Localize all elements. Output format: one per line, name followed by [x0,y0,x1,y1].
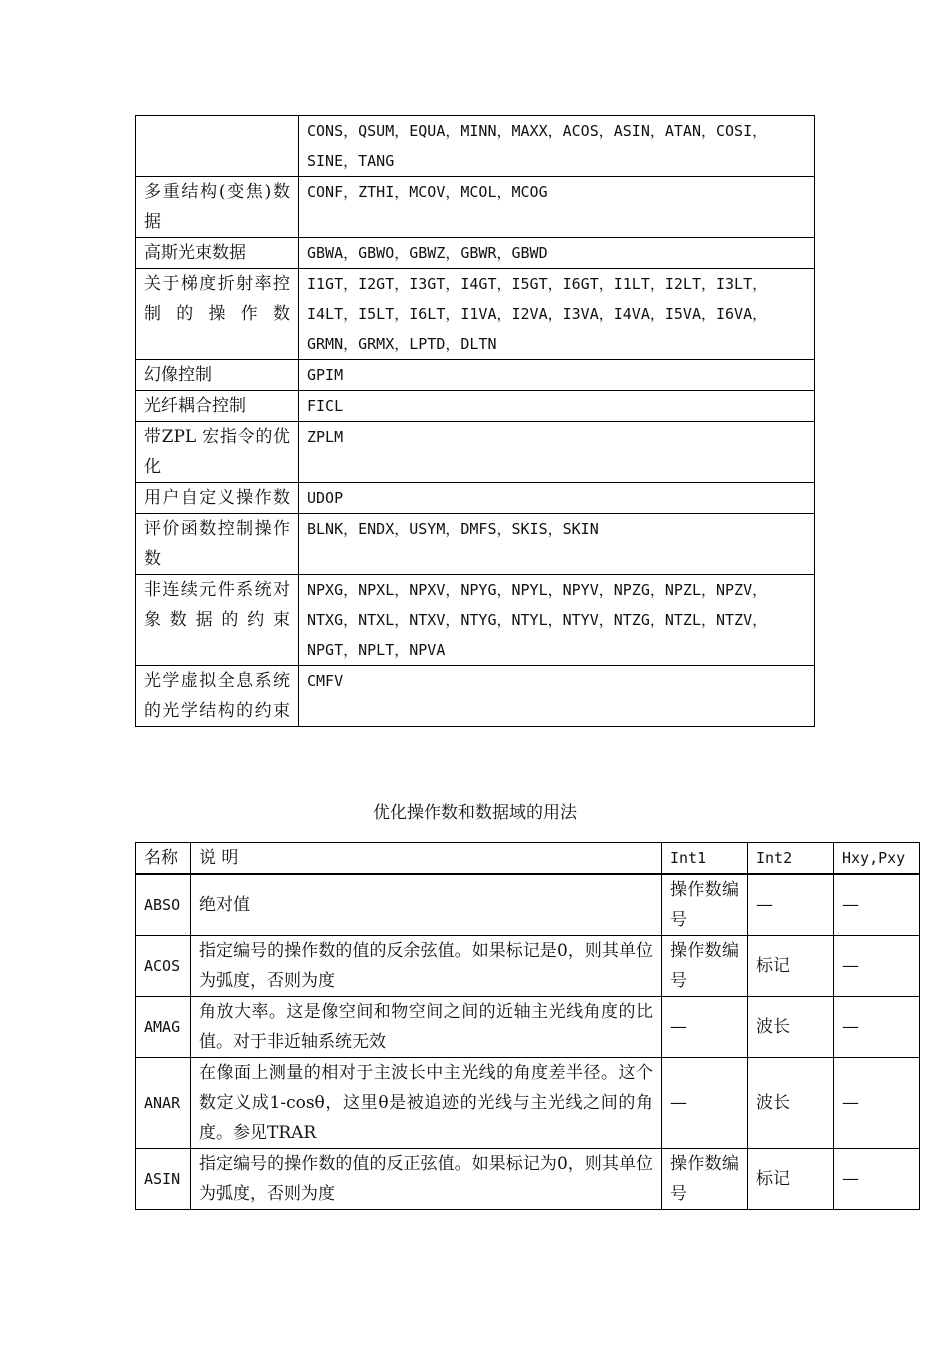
operands-cell: CONS，QSUM，EQUA，MINN，MAXX，ACOS，ASIN，ATAN，COSI，SINE，TANG [299,116,815,177]
table-row [136,391,815,422]
operand-int1: 操作数编号 [662,874,748,936]
operand-name: ACOS [136,936,191,997]
operand-hxy: — [834,997,920,1058]
operands-cell: GBWA，GBWO，GBWZ，GBWR，GBWD [299,238,815,269]
table-row [136,874,920,936]
category-cell: 非连续元件系统对象数据的约束 [136,575,299,666]
category-cell: 用户自定义操作数 [136,483,299,514]
header-int2: Int2 [748,843,834,875]
table-row [136,177,815,238]
operand-name: ANAR [136,1058,191,1149]
category-cell: 光纤耦合控制 [136,391,299,422]
category-cell: 高斯光束数据 [136,238,299,269]
table-row [136,116,815,177]
operand-usage-table [135,842,920,1210]
operand-int2: 波长 [748,997,834,1058]
table-row [136,422,815,483]
operand-hxy: — [834,874,920,936]
table-row [136,269,815,360]
operands-cell: CMFV [299,666,815,727]
operand-hxy: — [834,936,920,997]
operand-int1: 操作数编号 [662,936,748,997]
header-name: 名称 [136,843,191,875]
operand-desc: 在像面上测量的相对于主波长中主光线的角度差半径。这个数定义成1-cosθ，这里θ是被追迹的光线与主光线之间的角度。参见TRAR [191,1058,662,1149]
category-cell: 带ZPL 宏指令的优化 [136,422,299,483]
category-cell [136,116,299,177]
table-row [136,666,815,727]
operands-cell: NPXG，NPXL，NPXV，NPYG，NPYL，NPYV，NPZG，NPZL，NPZV，NTXG，NTXL，NTXV，NTYG，NTYL，NTYV，NTZG，NTZL，NTZV，NPGT，NPLT，NPVA [299,575,815,666]
operand-hxy: — [834,1058,920,1149]
table-row [136,1058,920,1149]
table-row [136,483,815,514]
category-cell: 多重结构(变焦)数据 [136,177,299,238]
operand-name: ABSO [136,874,191,936]
header-hxy: Hxy,Pxy [834,843,920,875]
category-cell: 关于梯度折射率控制的操作数 [136,269,299,360]
operand-int1: — [662,1058,748,1149]
operand-desc: 指定编号的操作数的值的反正弦值。如果标记为0，则其单位为弧度，否则为度 [191,1149,662,1210]
operand-desc: 绝对值 [191,874,662,936]
operands-cell: GPIM [299,360,815,391]
table-row [136,1149,920,1210]
operands-cell: CONF，ZTHI，MCOV，MCOL，MCOG [299,177,815,238]
table-row [136,360,815,391]
table-row [136,997,920,1058]
operand-int1: — [662,997,748,1058]
operand-desc: 角放大率。这是像空间和物空间之间的近轴主光线角度的比值。对于非近轴系统无效 [191,997,662,1058]
operand-category-table [135,115,815,727]
operand-int1: 操作数编号 [662,1149,748,1210]
table-row [136,575,815,666]
table-row [136,238,815,269]
table-header-row [136,843,920,875]
operand-int2: 波长 [748,1058,834,1149]
category-cell: 评价函数控制操作数 [136,514,299,575]
operands-cell: I1GT，I2GT，I3GT，I4GT，I5GT，I6GT，I1LT，I2LT，I3LT，I4LT，I5LT，I6LT，I1VA，I2VA，I3VA，I4VA，I5VA，I6VA，GRMN，GRMX，LPTD，DLTN [299,269,815,360]
operand-int2: 标记 [748,1149,834,1210]
category-cell: 幻像控制 [136,360,299,391]
operand-name: ASIN [136,1149,191,1210]
operand-desc: 指定编号的操作数的值的反余弦值。如果标记是0，则其单位为弧度，否则为度 [191,936,662,997]
operand-int2: — [748,874,834,936]
header-int1: Int1 [662,843,748,875]
operands-cell: FICL [299,391,815,422]
operand-name: AMAG [136,997,191,1058]
operand-hxy: — [834,1149,920,1210]
operands-cell: UDOP [299,483,815,514]
operands-cell: BLNK，ENDX，USYM，DMFS，SKIS，SKIN [299,514,815,575]
header-desc: 说 明 [191,843,662,875]
table-row [136,514,815,575]
operand-int2: 标记 [748,936,834,997]
category-cell: 光学虚拟全息系统的光学结构的约束 [136,666,299,727]
table-row [136,936,920,997]
table-caption: 优化操作数和数据域的用法 [373,803,577,823]
operands-cell: ZPLM [299,422,815,483]
